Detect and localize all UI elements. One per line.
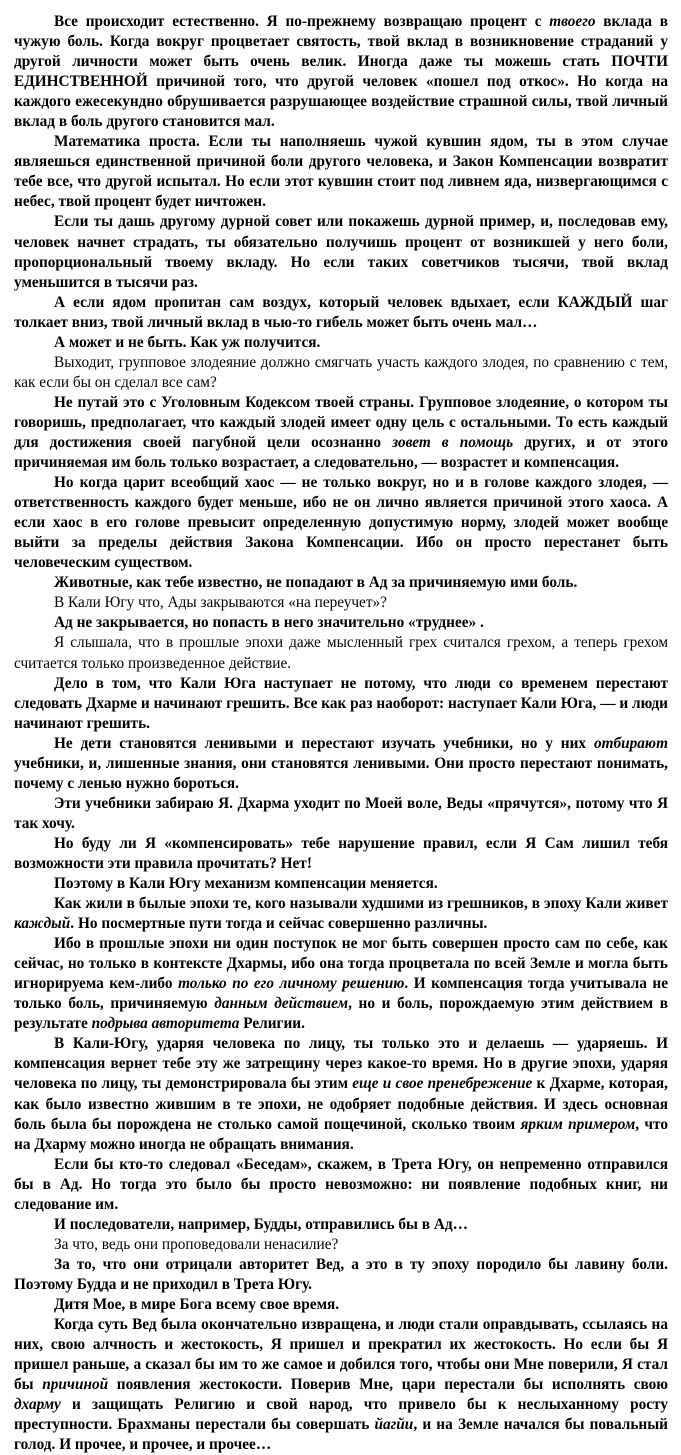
text-run: Я слышала, что в прошлые эпохи даже мысленный грех считался грехом, а теперь грехом считается только произведенное действие. — [14, 634, 668, 672]
text-run: Дитя Мое, в мире Бога всему свое время. — [54, 1296, 340, 1313]
emphasized-text: причиной — [42, 1376, 109, 1394]
text-run: и защищать Религию и свой народ, что привело бы к неслыханному росту преступности. Брахманы перестали бы совершать — [14, 1396, 668, 1434]
text-run: Как жили в былые эпохи те, кого называли худшими из грешников, в эпоху Кали живет — [54, 895, 668, 913]
answer-paragraph — [14, 573, 668, 593]
answer-paragraph — [14, 934, 668, 1034]
answer-paragraph — [14, 734, 668, 794]
text-run: Но когда царит всеобщий хаос — не только вокруг, но и в голове каждого злодея, — ответственность каждого будет меньше, ибо не он лично является причиной этого хаоса. А если хаос в его голове превысит определенную допустимую норму, злодей может вообще выйти за пределы действия Закона Компенсации. Ибо он просто перестанет быть человеческим существом. — [14, 474, 668, 572]
text-run: , и на Земле начался бы повальный голод. И прочее, и прочее, и прочее… — [14, 1416, 668, 1454]
answer-paragraph — [14, 1155, 668, 1215]
answer-paragraph — [14, 1215, 668, 1235]
text-run: Математика проста. Если ты наполняешь чужой кувшин ядом, ты в этом случае являешься единственной причиной боли другого человека, и Закон Компенсации возвратит тебе все, что другой испытал. Но если этот кувшин стоит под ливнем яда, низвергающимся с небес, твой процент будет ничтожен. — [14, 133, 668, 211]
answer-paragraph — [14, 132, 668, 212]
emphasized-text: твоего — [549, 13, 596, 30]
text-run: Ад не закрывается, но попасть в него значительно «труднее» . — [54, 614, 484, 632]
text-run: Поэтому в Кали Югу механизм компенсации меняется. — [54, 875, 438, 893]
text-run: Религии. — [239, 1015, 305, 1033]
text-run: А может и не быть. Как уж получится. — [54, 333, 321, 351]
answer-paragraph — [14, 894, 668, 934]
answer-paragraph — [14, 212, 668, 292]
emphasized-text: йагйи — [374, 1416, 414, 1434]
answer-paragraph — [14, 1315, 668, 1455]
question-paragraph — [14, 353, 668, 393]
text-run: других, и от этого причиняемая им боль только возрастает, а следовательно, — возрастет и компенсация. — [14, 433, 669, 472]
answer-paragraph — [14, 613, 668, 633]
text-run: За то, что они отрицали авторитет Вед, а это в ту эпоху породило бы лавину боли. Поэтому Будда и не приходил в Трета Югу. — [14, 1255, 668, 1293]
emphasized-text: каждый — [14, 915, 71, 933]
text-run: В Кали-Югу, ударяя человека по лицу, ты только это и делаешь — ударяешь. И компенсация вернет тебе эту же затрещину через какое-то время. Но в другие эпохи, ударяя человека по лицу, ты демонстрировала бы этим — [14, 1035, 668, 1093]
text-run: Не путай это с Уголовным Кодексом твоей страны. Групповое злодеяние, о котором ты говоришь, предполагает, что каждый злодей имеет одну цель с остальными. То есть каждый для достижения своей пагубной цели осознанно — [14, 393, 668, 451]
emphasized-text: еще и свое пренебрежение — [352, 1075, 533, 1093]
emphasized-text: только по его личному решению — [178, 975, 405, 993]
text-run: Не дети становятся ленивыми и перестают изучать учебники, но у них — [54, 734, 594, 752]
text-run: . И компенсация тогда учитывала не только боль, причиняемую — [14, 975, 669, 1013]
text-run: Все происходит естественно. Я по-прежнему возвращаю процент с — [54, 13, 550, 30]
text-run: учебники, и, лишенные знания, они становятся ленивыми. Они просто перестают понимать, почему с ленью нужно бороться. — [14, 754, 668, 792]
emphasized-text: ярким примером — [520, 1115, 636, 1133]
text-run: Если ты дашь другому дурной совет или покажешь дурной пример, и, последовав ему, человек начнет страдать, ты обязательно получишь процент от возникшей у него боли, пропорциональный твоему вкладу. Но если таких советчиков тысячи, твой вклад уменьшится в тысячи раз. — [14, 213, 668, 291]
text-run: , но и боль, порождаемую этим действием в результате — [14, 995, 668, 1033]
answer-paragraph — [14, 12, 668, 132]
answer-paragraph — [14, 393, 668, 473]
answer-paragraph — [14, 794, 668, 834]
emphasized-text: зовет в помощь — [392, 433, 514, 451]
question-paragraph — [14, 633, 668, 673]
text-run: вклада в чужую боль. Когда вокруг процветает святость, твой вклад в возникновение страданий у другой личности может быть очень велик. Иногда даже ты можешь стать ПОЧТИ ЕДИНСТВЕННОЙ причиной того, что другой человек «пошел под откос». Но когда на каждого ежесекундно обрушивается разрушающее воздействие страшной силы, твой личный вклад в боль другого становится мал. — [14, 13, 668, 131]
answer-paragraph — [14, 1295, 668, 1315]
answer-paragraph — [14, 293, 668, 333]
text-run: Дело в том, что Кали Юга наступает не потому, что люди со временем перестают следовать Дхарме и начинают грешить. Все как раз наоборот: наступает Кали Юга, — и люди начинают грешить. — [14, 674, 668, 732]
text-run: Выходит, групповое злодеяние должно смягчать участь каждого злодея, по сравнению с тем, как если бы он сделал все сам? — [14, 353, 668, 391]
text-run: Но буду ли Я «компенсировать» тебе нарушение правил, если Я Сам лишил тебя возможности эти правила прочитать? Нет! — [14, 834, 668, 872]
text-run: В Кали Югу что, Ады закрываются «на переучет»? — [54, 594, 387, 612]
answer-paragraph — [14, 874, 668, 894]
emphasized-text: отбирают — [593, 734, 668, 752]
text-run: . Но посмертные пути тогда и сейчас совершенно различны. — [70, 915, 488, 933]
answer-paragraph — [14, 834, 668, 874]
text-run: к Дхарме, которая, как было известно жившим в те эпохи, не одобряет подобные действия. И здесь основная боль была бы порождена не столько самой пощечиной, сколько твоим — [14, 1075, 669, 1133]
answer-paragraph — [14, 333, 668, 353]
answer-paragraph — [14, 473, 668, 573]
text-run: появления жестокости. Поверив Мне, цари перестали бы исполнять свою — [108, 1376, 668, 1394]
emphasized-text: дхарму — [14, 1396, 61, 1414]
answer-paragraph — [14, 1034, 668, 1154]
text-run: Когда суть Вед была окончательно извращена, и люди стали оправдывать, ссылаясь на них, свою алчность и жестокость, Я пришел и прекратил их жестокость. Но если бы Я пришел раньше, а сказал бы им то же самое и добился того, чтобы они Мне поверили, Я стал бы — [14, 1316, 668, 1394]
question-paragraph — [14, 593, 668, 613]
question-paragraph — [14, 1235, 668, 1255]
text-run: А если ядом пропитан сам воздух, который человек вдыхает, если КАЖДЫЙ шаг толкает вниз, твой личный вклад в чью-то гибель может быть очень мал… — [14, 293, 668, 331]
answer-paragraph — [14, 674, 668, 734]
text-run: За что, ведь они проповедовали ненасилие? — [54, 1235, 339, 1253]
emphasized-text: подрыва авторитета — [91, 1015, 240, 1033]
text-run: Животные, как тебе известно, не попадают в Ад за причиняемую ими боль. — [54, 574, 578, 592]
text-run: Если бы кто-то следовал «Беседам», скажем, в Трета Югу, он непременно отправился бы в Ад. Но тогда это было бы просто невозможно: ни появление подобных книг, ни следование им. — [14, 1155, 668, 1213]
text-run: Эти учебники забираю Я. Дхарма уходит по Моей воле, Веды «прячутся», потому что Я так хочу. — [14, 794, 668, 832]
text-run: Ибо в прошлые эпохи ни один поступок не мог быть совершен просто сам по себе, как сейчас, но только в контексте Дхармы, ибо она тогда процветала по всей Земле и могла быть игнорируема кем-либо — [14, 935, 668, 993]
answer-paragraph — [14, 1255, 668, 1295]
emphasized-text: данным действием — [214, 995, 349, 1013]
text-run: И последователи, например, Будды, отправились бы в Ад… — [54, 1215, 468, 1233]
text-run: , что на Дхарму можно иногда не обращать внимания. — [14, 1115, 668, 1153]
